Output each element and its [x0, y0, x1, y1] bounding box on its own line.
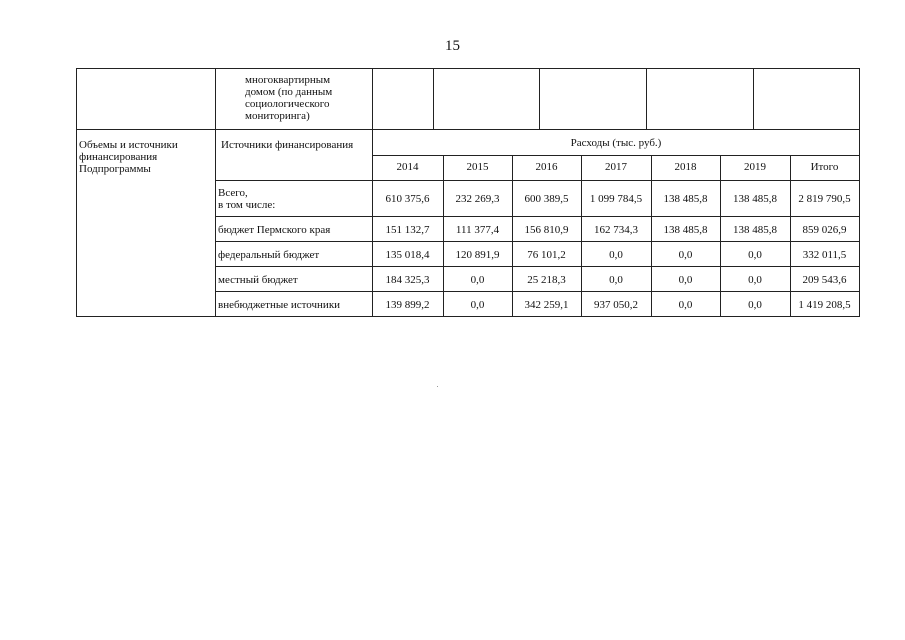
- table-cell: 162 734,3: [594, 224, 638, 236]
- table-rule: [215, 241, 860, 242]
- table-rule: [215, 68, 216, 317]
- table-cell: 0,0: [678, 249, 693, 261]
- table-cell: 151 132,7: [385, 224, 430, 236]
- column-header: 2017: [605, 161, 627, 173]
- table-cell: 342 259,1: [524, 299, 569, 311]
- sources-header: Источники финансирования: [221, 139, 354, 151]
- table-cell: 209 543,6: [802, 274, 847, 286]
- table-cell: 76 101,2: [527, 249, 566, 261]
- table-border-top: [76, 68, 860, 69]
- indicator-text: [245, 74, 370, 122]
- column-header: 2019: [744, 161, 766, 173]
- table-cell: 0,0: [609, 249, 623, 261]
- table-rule: [720, 155, 721, 317]
- row-label-line: в том числе:: [218, 199, 276, 211]
- table-cell: 859 026,9: [802, 224, 847, 236]
- table-rule: [581, 155, 582, 317]
- table-border-right: [859, 68, 860, 317]
- table-cell: 111 377,4: [455, 224, 500, 236]
- indicator-line: многоквартирным: [245, 74, 331, 86]
- scan-speck: [437, 386, 438, 387]
- table-cell: 120 891,9: [455, 249, 500, 261]
- table-cell: 156 810,9: [524, 224, 569, 236]
- row-label-line: Всего,: [218, 187, 248, 199]
- table-rule: [372, 155, 860, 156]
- column-header: 2015: [466, 161, 489, 173]
- expenses-header: Расходы (тыс. руб.): [570, 137, 662, 149]
- table-cell: 1 099 784,5: [589, 193, 643, 205]
- indicator-line: мониторинга): [245, 110, 310, 122]
- column-header: Итого: [810, 161, 839, 173]
- table-cell: 184 325,3: [385, 274, 430, 286]
- column-header: 2016: [535, 161, 558, 173]
- table-rule: [215, 216, 860, 217]
- table-cell: 0,0: [609, 274, 623, 286]
- table-cell: 332 011,5: [802, 249, 847, 261]
- table-rule: [443, 155, 444, 317]
- table-border-left: [76, 68, 77, 317]
- table-cell: 0,0: [470, 299, 485, 311]
- table-cell: 600 389,5: [524, 193, 569, 205]
- table-cell: 0,0: [470, 274, 485, 286]
- section-label: [79, 139, 213, 175]
- table-cell: 0,0: [748, 274, 762, 286]
- table-rule: [215, 266, 860, 267]
- table-cell: 0,0: [678, 274, 693, 286]
- table-cell: 138 485,8: [663, 193, 708, 205]
- table-cell: 138 485,8: [663, 224, 708, 236]
- table-cell: 1 419 208,5: [798, 299, 851, 311]
- table-rule: [512, 155, 513, 317]
- column-header: 2018: [674, 161, 697, 173]
- table-border-bottom: [76, 316, 860, 317]
- table-cell: 138 485,8: [733, 193, 777, 205]
- table-cell: 2 819 790,5: [798, 193, 851, 205]
- table-cell: 0,0: [748, 299, 762, 311]
- table-cell: 139 899,2: [385, 299, 430, 311]
- table-rule: [215, 291, 860, 292]
- indicator-line: домом (по данным: [245, 86, 333, 98]
- indicator-line: социологического: [245, 98, 330, 110]
- table-rule: [215, 180, 860, 181]
- row-label: федеральный бюджет: [218, 249, 320, 261]
- row-label: бюджет Пермского края: [218, 224, 331, 236]
- table-rule: [76, 129, 860, 130]
- section-label-line: Объемы и источники: [79, 139, 178, 151]
- table-cell: 135 018,4: [385, 249, 430, 261]
- table-rule: [651, 155, 652, 317]
- table-cell: 610 375,6: [385, 193, 430, 205]
- table-cell: 25 218,3: [527, 274, 566, 286]
- table-cell: 0,0: [748, 249, 762, 261]
- column-header: 2014: [396, 161, 419, 173]
- table-rule: [790, 155, 791, 317]
- row-label: внебюджетные источники: [218, 299, 341, 311]
- table-cell: 232 269,3: [455, 193, 500, 205]
- table-cell: 138 485,8: [733, 224, 777, 236]
- table-rule: [753, 68, 754, 130]
- row-label: [218, 187, 370, 211]
- table-cell: 937 050,2: [594, 299, 638, 311]
- section-label-line: Подпрограммы: [79, 163, 151, 175]
- page-number: 15: [445, 38, 460, 54]
- row-label: местный бюджет: [218, 274, 298, 286]
- table-rule: [433, 68, 434, 130]
- table-cell: 0,0: [678, 299, 693, 311]
- table-rule: [539, 68, 540, 130]
- section-label-line: финансирования: [79, 151, 158, 163]
- table-rule: [646, 68, 647, 130]
